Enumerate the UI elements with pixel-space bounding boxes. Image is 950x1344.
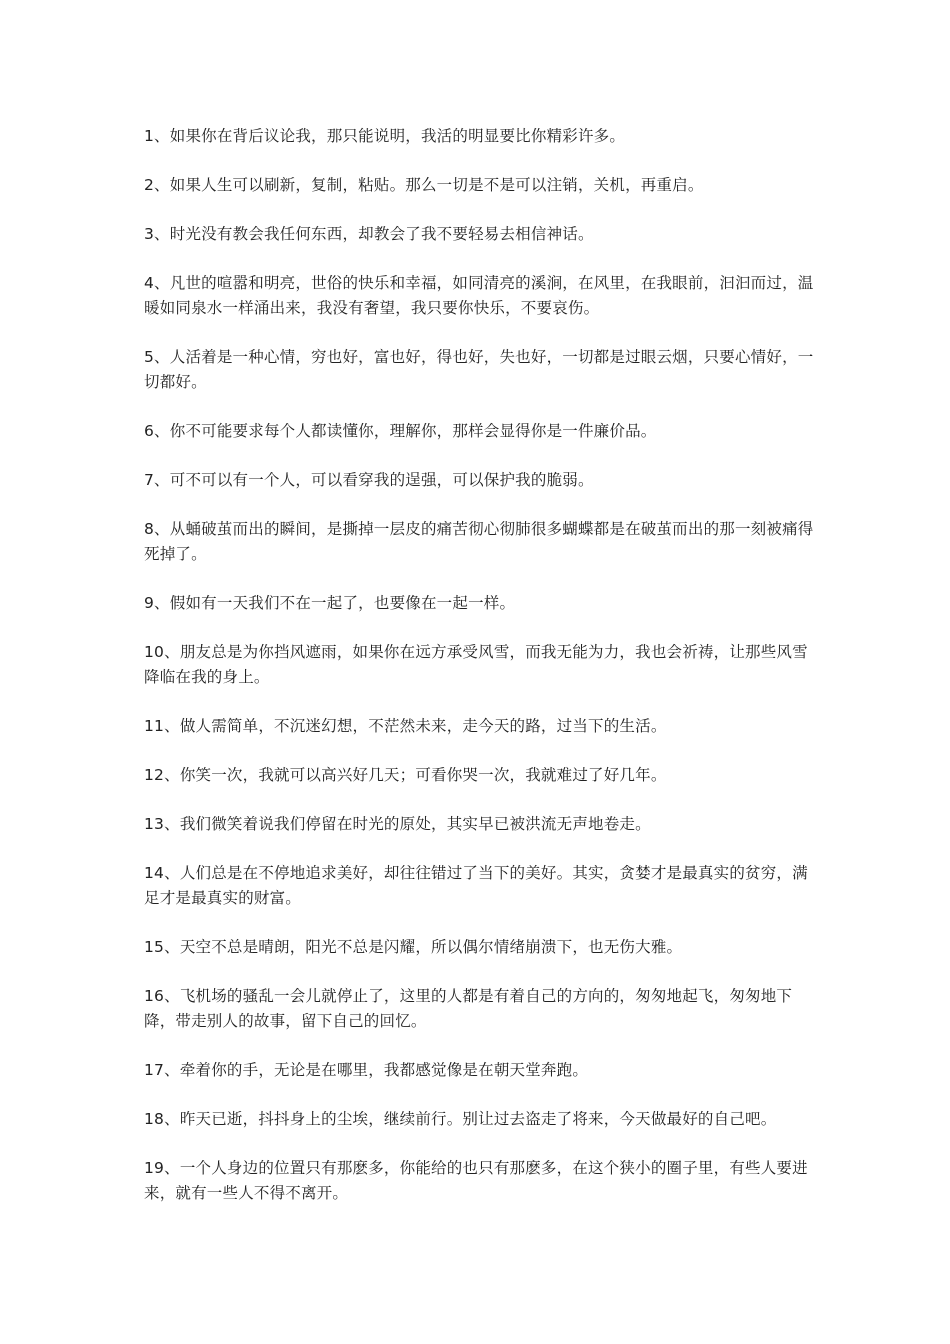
paragraph-16: 16、飞机场的骚乱一会儿就停止了，这里的人都是有着自己的方向的，匆匆地起飞，匆匆地下降，带走别人的故事，留下自己的回忆。 (144, 987, 793, 1030)
paragraph-7: 7、可不可以有一个人，可以看穿我的逞强，可以保护我的脆弱。 (144, 471, 594, 489)
paragraph-19: 19、一个人身边的位置只有那麽多，你能给的也只有那麽多，在这个狭小的圈子里，有些人要进来，就有一些人不得不离开。 (144, 1159, 808, 1202)
paragraph-2: 2、如果人生可以刷新，复制，粘贴。那么一切是不是可以注销，关机，再重启。 (144, 176, 704, 194)
paragraph-14: 14、人们总是在不停地追求美好，却往往错过了当下的美好。其实，贪婪才是最真实的贫穷，满足才是最真实的财富。 (144, 864, 808, 907)
paragraph-1: 1、如果你在背后议论我，那只能说明，我活的明显要比你精彩许多。 (144, 127, 626, 145)
document-body (144, 124, 814, 1230)
paragraph-13: 13、我们微笑着说我们停留在时光的原处，其实早已被洪流无声地卷走。 (144, 815, 651, 833)
paragraph-6: 6、你不可能要求每个人都读懂你，理解你，那样会显得你是一件廉价品。 (144, 422, 657, 440)
paragraph-11: 11、做人需简单，不沉迷幻想，不茫然未来，走今天的路，过当下的生活。 (144, 717, 667, 735)
paragraph-3: 3、时光没有教会我任何东西，却教会了我不要轻易去相信神话。 (144, 225, 594, 243)
paragraph-4: 4、凡世的喧嚣和明亮，世俗的快乐和幸福，如同清亮的溪涧，在风里，在我眼前，汩汩而过，温暖如同泉水一样涌出来，我没有奢望，我只要你快乐，不要哀伤。 (144, 274, 814, 317)
paragraph-12: 12、你笑一次，我就可以高兴好几天；可看你哭一次，我就难过了好几年。 (144, 766, 667, 784)
paragraph-15: 15、天空不总是晴朗，阳光不总是闪耀，所以偶尔情绪崩溃下，也无伤大雅。 (144, 938, 683, 956)
paragraph-10: 10、朋友总是为你挡风遮雨，如果你在远方承受风雪，而我无能为力，我也会祈祷，让那些风雪降临在我的身上。 (144, 643, 808, 686)
paragraph-17: 17、牵着你的手，无论是在哪里，我都感觉像是在朝天堂奔跑。 (144, 1061, 589, 1079)
paragraph-5: 5、人活着是一种心情，穷也好，富也好，得也好，失也好，一切都是过眼云烟，只要心情好，一切都好。 (144, 348, 814, 391)
paragraph-9: 9、假如有一天我们不在一起了，也要像在一起一样。 (144, 594, 516, 612)
paragraph-18: 18、昨天已逝，抖抖身上的尘埃，继续前行。别让过去盗走了将来，今天做最好的自己吧。 (144, 1110, 777, 1128)
paragraph-8: 8、从蛹破茧而出的瞬间，是撕掉一层皮的痛苦彻心彻肺很多蝴蝶都是在破茧而出的那一刻被痛得死掉了。 (144, 520, 814, 563)
